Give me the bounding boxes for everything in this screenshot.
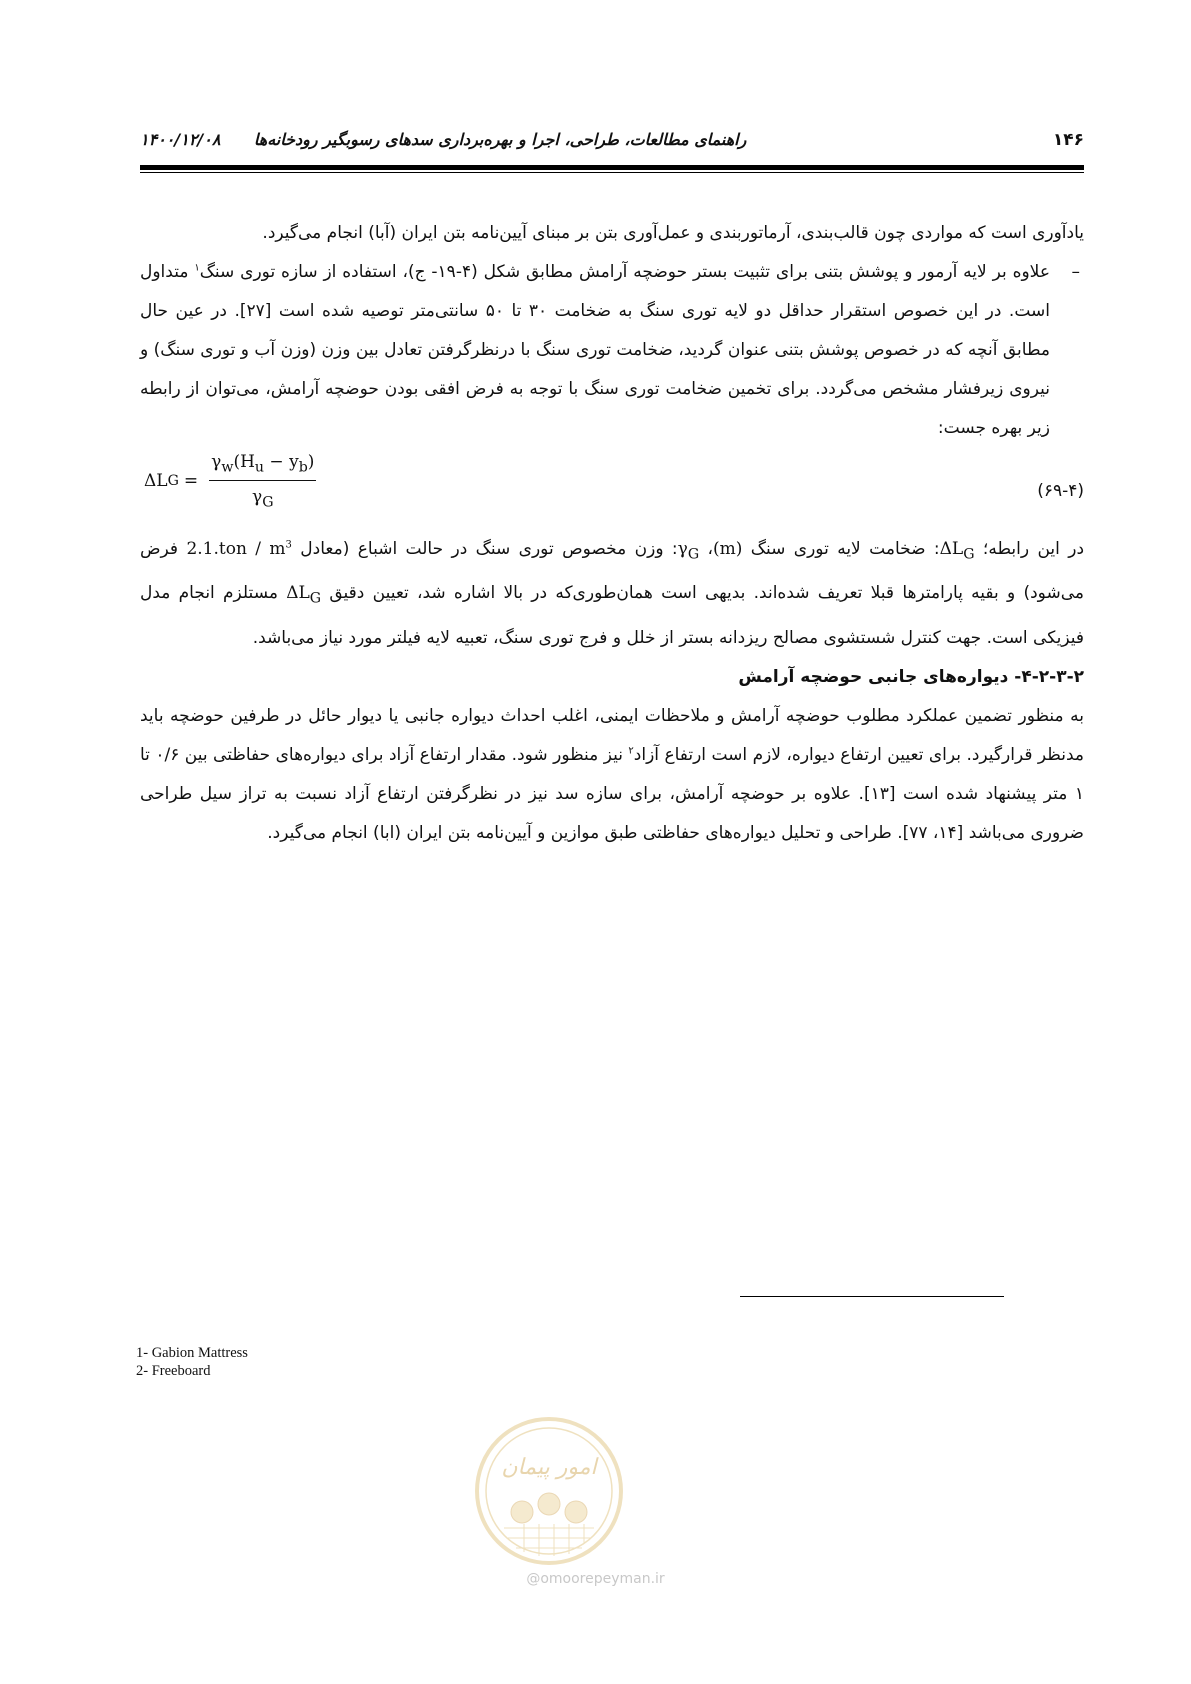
def-gamma-g <box>677 539 700 563</box>
bullet-dash: – <box>1071 262 1080 282</box>
def-unit-density <box>186 539 291 559</box>
eq-den-gamma: γ <box>252 486 263 507</box>
section-text-b: نیز منظور شود. مقدار ارتفاع آزاد برای دیواره‌های حفاظتی بین ۰/۶ تا ۱ متر پیشنهاد شده است [۱۳]. علاوه بر حوضچه آرامش، برای سازه سد نیز در نظرگرفتن ارتفاع آزاد نسبت به تراز سیل طراحی ضروری می‌باشد [۱۴، ۷۷]. طراحی و تحلیل دیواره‌های حفاظتی طبق موازین و آیین‌نامه بتن ایران (ابا) انجام می‌گیرد. <box>140 744 1084 843</box>
running-title <box>140 130 746 149</box>
header-rule-thin <box>140 172 1084 173</box>
header-rule-thick <box>140 165 1084 170</box>
section-heading: ۴-۲-۳-۲- دیواره‌های جانبی حوضچه آرامش <box>738 666 1084 687</box>
eq-denominator <box>252 481 273 510</box>
def-dl2: ΔL <box>286 583 310 604</box>
watermark-site: @omoorepeyman.ir <box>526 1571 665 1587</box>
eq-lhs-sub: G <box>167 473 179 490</box>
def-gamma: γ <box>677 539 688 559</box>
equation-69-4 <box>140 452 1084 528</box>
footnote-1: 1- Gabion Mattress <box>136 1345 248 1361</box>
running-title-text: راهنمای مطالعات، طراحی، اجرا و بهره‌برداری سدهای رسوبگیر رودخانه‌ها <box>253 130 747 149</box>
bullet-gabion <box>140 253 1084 448</box>
eq-num-h-sub: u <box>254 459 265 476</box>
def-dl2-sub: G <box>309 590 322 607</box>
def-text-5: فرض می‌شود) و بقیه پارامترها قبلا تعریف شده‌اند. بدیهی است همان‌طوری‌که در بالا اشاره شد، تعیین دقیق <box>140 539 1084 604</box>
running-title-date: ۱۴۰۰/۱۲/۰۸ <box>140 130 221 149</box>
page-header <box>140 122 1084 152</box>
def-text-3: ، <box>699 539 714 559</box>
bullet-text-b: متداول است. در این خصوص استقرار حداقل دو لایه توری سنگ به ضخامت ۳۰ تا ۵۰ سانتی‌متر توصیه شده است [۲۷]. در عین حال مطابق آنچه که در خصوص پوشش بتنی عنوان گردید، ضخامت توری سنگ با درنظرگرفتن تعادل بین وزن (وزن آب و توری سنگ) و نیروی زیرفشار مشخص می‌گردد. برای تخمین ضخامت توری سنگ با توجه به فرض افقی بودن حوضچه آرامش، می‌توان از رابطه زیر بهره جست: <box>140 262 1050 438</box>
eq-lhs: ΔL <box>144 471 168 492</box>
def-dl: ΔL <box>939 539 964 559</box>
logo-text: امور پیمان <box>501 1455 597 1480</box>
def-text-6: مستلزم انجام مدل فیزیکی است. جهت کنترل شستشوی مصالح ریزدانه بستر از خلل و فرج توری سنگ، تعبیه لایه فیلتر مورد نیاز می‌باشد. <box>140 583 1084 648</box>
def-delta-lg <box>939 539 975 563</box>
def-text-2: : ضخامت لایه توری سنگ <box>742 539 940 559</box>
paragraph-side-walls <box>140 697 1084 853</box>
eq-numerator <box>209 454 316 481</box>
def-unit-sup: 3 <box>285 539 292 551</box>
page-number: ۱۴۶ <box>1052 130 1084 150</box>
footnote-2: 2- Freeboard <box>136 1363 211 1379</box>
footnotes <box>136 1344 248 1380</box>
def-unit-m: (m) <box>713 539 743 559</box>
eq-fraction <box>209 454 316 509</box>
def-text-4: : وزن مخصوص توری سنگ در حالت اشباع (معادل <box>291 539 678 559</box>
eq-den-sub: G <box>262 493 274 510</box>
eq-num-h: (H <box>233 452 255 472</box>
footnote-rule <box>740 1296 1004 1297</box>
paragraph-definitions <box>140 530 1084 658</box>
def-unit: 2.1.ton / m <box>186 539 286 559</box>
eq-num-y: − y <box>264 452 299 472</box>
eq-num-gamma-sub: w <box>221 459 234 476</box>
def-delta-lg-2 <box>286 583 322 607</box>
eq-sign: = <box>183 471 199 492</box>
def-dl-sub: G <box>963 546 975 563</box>
eq-num-y-sub: b <box>298 459 308 476</box>
footnote-ref-1[interactable]: ۱ <box>194 262 200 274</box>
equation-formula <box>144 454 316 509</box>
paragraph-intro: یادآوری است که مواردی چون قالب‌بندی، آرماتوربندی و عمل‌آوری بتن بر مبنای آیین‌نامه بتن ایران (آبا) انجام می‌گیرد. <box>262 223 1084 243</box>
equation-number: (۶۹-۴) <box>1037 481 1084 501</box>
def-text-1: در این رابطه؛ <box>974 539 1085 559</box>
page-body <box>140 214 1084 853</box>
seal-logo-icon <box>474 1416 624 1566</box>
def-gamma-sub: G <box>687 546 700 563</box>
footnote-ref-2[interactable]: ۲ <box>628 745 634 757</box>
bullet-text-a: علاوه بر لایه آرمور و پوشش بتنی برای تثبیت بستر حوضچه آرامش مطابق شکل (۴-۱۹- ج)، استفاده از سازه توری سنگ <box>199 262 1050 282</box>
section-text-a: به منظور تضمین عملکرد مطلوب حوضچه آرامش و ملاحظات ایمنی، اغلب احداث دیواره جانبی یا دیوار حائل در طرفین حوضچه باید مدنظر قرارگیرد. برای تعیین ارتفاع دیواره، لازم است ارتفاع آزاد <box>140 705 1084 765</box>
eq-num-gamma: γ <box>211 452 222 472</box>
eq-num-close: ) <box>307 452 315 472</box>
